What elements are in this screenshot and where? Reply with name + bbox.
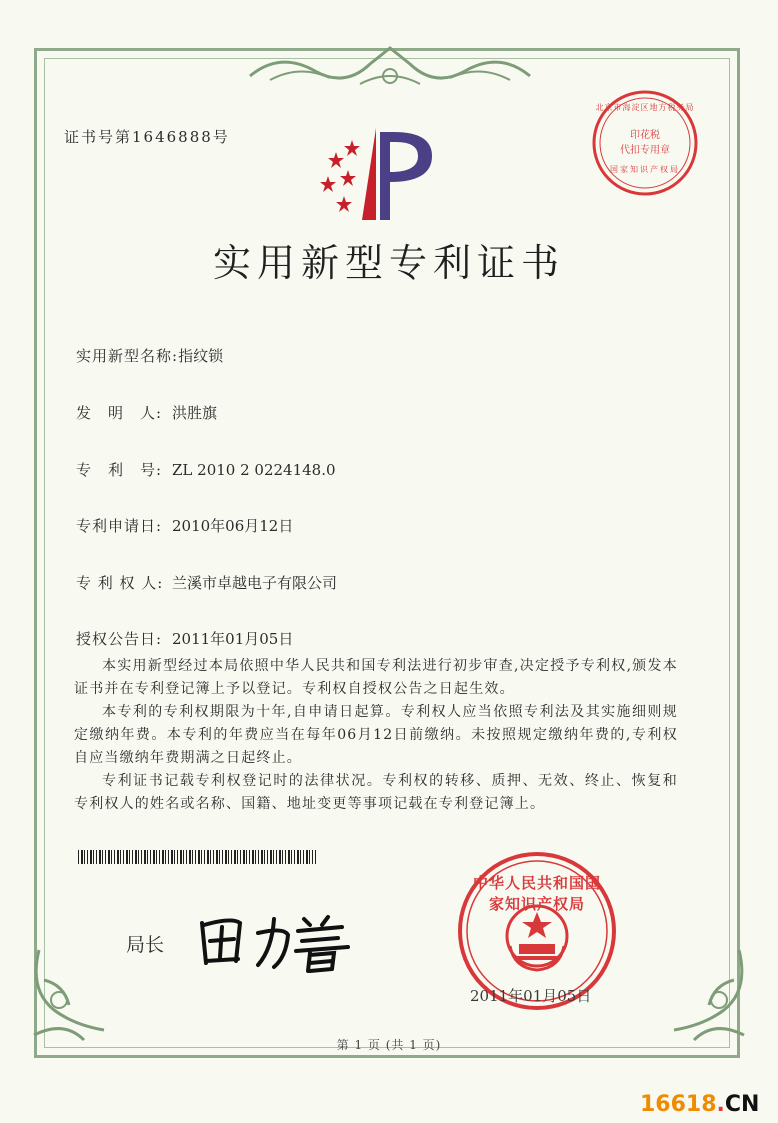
seal-date: 2011年01月05日 (470, 987, 592, 1005)
body-paragraph-1: 本实用新型经过本局依照中华人民共和国专利法进行初步审查,决定授予专利权,颁发本证书并在专利登记簿上予以登记。专利权自授权公告之日起生效。 (74, 658, 678, 697)
field-patentee (76, 572, 337, 593)
field-inventor (76, 402, 217, 423)
field-value: 2010年06月12日 (172, 517, 294, 535)
barcode (78, 850, 316, 864)
field-value: ZL 2010 2 0224148.0 (172, 461, 336, 479)
field-label: 实用新型名称: (76, 347, 179, 365)
field-value: 2011年01月05日 (172, 630, 294, 648)
patent-office-logo-icon (314, 124, 444, 224)
site-watermark (640, 1092, 759, 1117)
field-label: 专 利 号: (76, 461, 163, 479)
watermark-dot: . (716, 1092, 725, 1117)
certificate-number: 证书号第1646888号 (64, 128, 230, 146)
tax-stamp-center-line1: 印花税 (630, 130, 660, 141)
field-label: 专利申请日: (76, 517, 163, 535)
director-signature-icon (192, 905, 362, 975)
tax-stamp-bottom-text: 国家知识产权局 (610, 165, 680, 174)
top-ornament-icon (240, 46, 540, 94)
tax-stamp (590, 88, 700, 198)
field-label: 专 利 权 人: (76, 574, 164, 592)
director-title: 局长 (126, 934, 165, 956)
field-label: 授权公告日: (76, 630, 163, 648)
corner-ornament-bottom-right-icon (644, 940, 754, 1050)
field-grant-date (76, 628, 293, 649)
corner-ornament-bottom-left-icon (24, 940, 134, 1050)
certificate-body (74, 655, 678, 816)
field-label: 发 明 人: (76, 404, 163, 422)
official-seal-text: 中华人民共和国国家知识产权局 (472, 874, 601, 913)
page-indicator: 第 1 页 (共 1 页) (336, 1038, 442, 1052)
tax-stamp-ring-text: 北京市海淀区地方税务局 (595, 103, 695, 112)
body-paragraph-2: 本专利的专利权期限为十年,自申请日起算。专利权人应当依照专利法及其实施细则规定缴纳年费。本专利的年费应当在每年06月12日前缴纳。未按照规定缴纳年费的,专利权自应当缴纳年费期满之日起终止。 (74, 704, 678, 766)
field-application-date (76, 515, 293, 536)
certificate-title: 实用新型专利证书 (212, 241, 565, 285)
tax-stamp-center-line2: 代扣专用章 (620, 145, 670, 156)
watermark-number: 16618 (640, 1092, 717, 1117)
field-value: 兰溪市卓越电子有限公司 (172, 574, 338, 592)
watermark-suffix: CN (724, 1092, 760, 1117)
field-patent-number (76, 459, 336, 480)
field-utility-model-name (76, 345, 223, 366)
field-value: 洪胜旗 (172, 404, 218, 422)
field-value: 指纹锁 (178, 347, 224, 365)
body-paragraph-3: 专利证书记载专利权登记时的法律状况。专利权的转移、质押、无效、终止、恢复和专利权人的姓名或名称、国籍、地址变更等事项记载在专利登记簿上。 (74, 773, 678, 812)
